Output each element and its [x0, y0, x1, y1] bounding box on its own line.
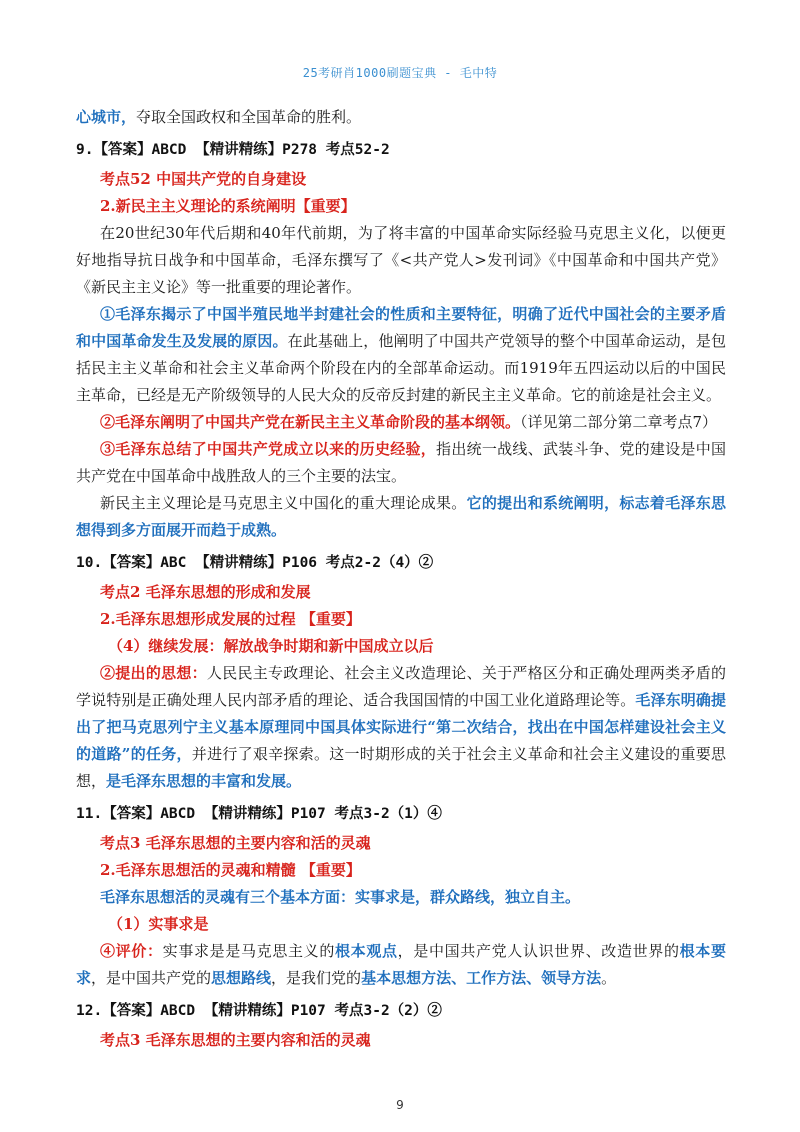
- q11-t1: 实事求是是马克思主义的: [162, 942, 335, 960]
- q9-answer-heading: 9.【答案】ABCD 【精讲精练】P278 考点52-2: [76, 142, 390, 158]
- q9-p2-highlight: ①毛泽东揭示了中国半殖民地半封建社会的性质和主要特征，明确了近代中国社会的主要矛盾和中国革命发生及发展的原因。: [76, 305, 726, 350]
- q9-paragraph-5: [76, 490, 726, 544]
- q10-subtopic: 2.毛泽东思想形成发展的过程 【重要】: [100, 610, 361, 628]
- page-header: 25考研肖1000刷题宝典 - 毛中特: [302, 66, 498, 80]
- q10-p-text: 人民民主专政理论、社会主义改造理论、关于严格区分和正确处理两类矛盾的学说特别是正确处理人民内部矛盾的理论、适合我国国情的中国工业化道路理论等。: [76, 664, 726, 709]
- q11-answer-heading: 11.【答案】ABCD 【精讲精练】P107 考点3-2（1）④: [76, 806, 442, 822]
- q9-topic: 考点52 中国共产党的自身建设: [100, 170, 307, 188]
- q9-paragraph-2: [76, 301, 726, 409]
- q9-p3-highlight: ②毛泽东阐明了中国共产党在新民主主义革命阶段的基本纲领。: [100, 413, 521, 431]
- q9-paragraph-3: [76, 409, 726, 436]
- q9-p3-text: （详见第二部分第二章考点7）: [520, 413, 718, 431]
- q10-p-text-2: 并进行了艰辛探索。这一时期形成的关于社会主义革命和社会主义建设的重要思想，: [76, 745, 726, 790]
- q10-p-label: ②提出的思想：: [100, 664, 207, 682]
- intro-blue: 心城市，: [76, 108, 137, 126]
- q11-t5: 。: [601, 969, 617, 987]
- q9-paragraph-4: [76, 436, 726, 490]
- q10-paragraph: [76, 660, 726, 795]
- q11-b4: 基本思想方法、工作方法、领导方法: [361, 969, 602, 987]
- q11-b3: 思想路线: [211, 969, 272, 987]
- document-body: [76, 104, 726, 1054]
- q9-p5-highlight: 它的提出和系统阐明，标志着毛泽东思想得到多方面展开而趋于成熟。: [76, 494, 726, 539]
- q11-key-line: 毛泽东思想活的灵魂有三个基本方面：实事求是，群众路线，独立自主。: [100, 888, 581, 906]
- q10-p-highlight-2: 是毛泽东思想的丰富和发展。: [106, 772, 302, 790]
- q10-subtopic-2: （4）继续发展：解放战争时期和新中国成立以后: [108, 637, 434, 655]
- q11-t3: ，是中国共产党的: [91, 969, 212, 987]
- q11-b2: 根本要求: [76, 942, 726, 987]
- q11-subtopic-2: （1）实事求是: [108, 915, 209, 933]
- intro-line: [76, 104, 726, 131]
- q9-p4-highlight: ③毛泽东总结了中国共产党成立以来的历史经验，: [100, 440, 437, 458]
- q11-paragraph: [76, 938, 726, 992]
- q9-subtopic: 2.新民主主义理论的系统阐明【重要】: [100, 197, 356, 215]
- q11-t4: ，是我们党的: [271, 969, 362, 987]
- intro-text: 夺取全国政权和全国革命的胜利。: [136, 108, 362, 126]
- q9-paragraph-1: 在20世纪30年代后期和40年代前期，为了将丰富的中国革命实际经验马克思主义化，以便更好地指导抗日战争和中国革命，毛泽东撰写了《<共产党人>发刊词》《中国革命和中国共产党》《新民主主义论》等一批重要的理论著作。: [76, 224, 726, 296]
- q12-topic: 考点3 毛泽东思想的主要内容和活的灵魂: [100, 1031, 371, 1049]
- q11-b1: 根本观点: [334, 942, 398, 960]
- page-number: 9: [396, 1098, 404, 1112]
- q9-p2-text: 在此基础上，他阐明了中国共产党领导的整个中国革命运动，是包括民主主义革命和社会主义革命两个阶段在内的全部革命运动。而1919年五四运动以后的中国民主革命，已经是无产阶级领导的人民大众的反帝反封建的新民主主义革命。它的前途是社会主义。: [76, 332, 726, 404]
- q11-subtopic: 2.毛泽东思想活的灵魂和精髓 【重要】: [100, 861, 361, 879]
- q10-answer-heading: 10.【答案】ABC 【精讲精练】P106 考点2-2（4）②: [76, 555, 434, 571]
- q11-topic: 考点3 毛泽东思想的主要内容和活的灵魂: [100, 834, 371, 852]
- q10-p-highlight: 毛泽东明确提出了把马克思列宁主义基本原理同中国具体实际进行“第二次结合，找出在中国怎样建设社会主义的道路”的任务，: [76, 691, 726, 763]
- q11-p-label: ④评价：: [100, 942, 163, 960]
- q11-t2: ，是中国共产党人认识世界、改造世界的: [397, 942, 680, 960]
- q9-p4-text: 指出统一战线、武装斗争、党的建设是中国共产党在中国革命中战胜敌人的三个主要的法宝。: [76, 440, 726, 485]
- q10-topic: 考点2 毛泽东思想的形成和发展: [100, 583, 311, 601]
- q9-p5-text: 新民主主义理论是马克思主义中国化的重大理论成果。: [100, 494, 467, 512]
- q12-answer-heading: 12.【答案】ABCD 【精讲精练】P107 考点3-2（2）②: [76, 1003, 442, 1019]
